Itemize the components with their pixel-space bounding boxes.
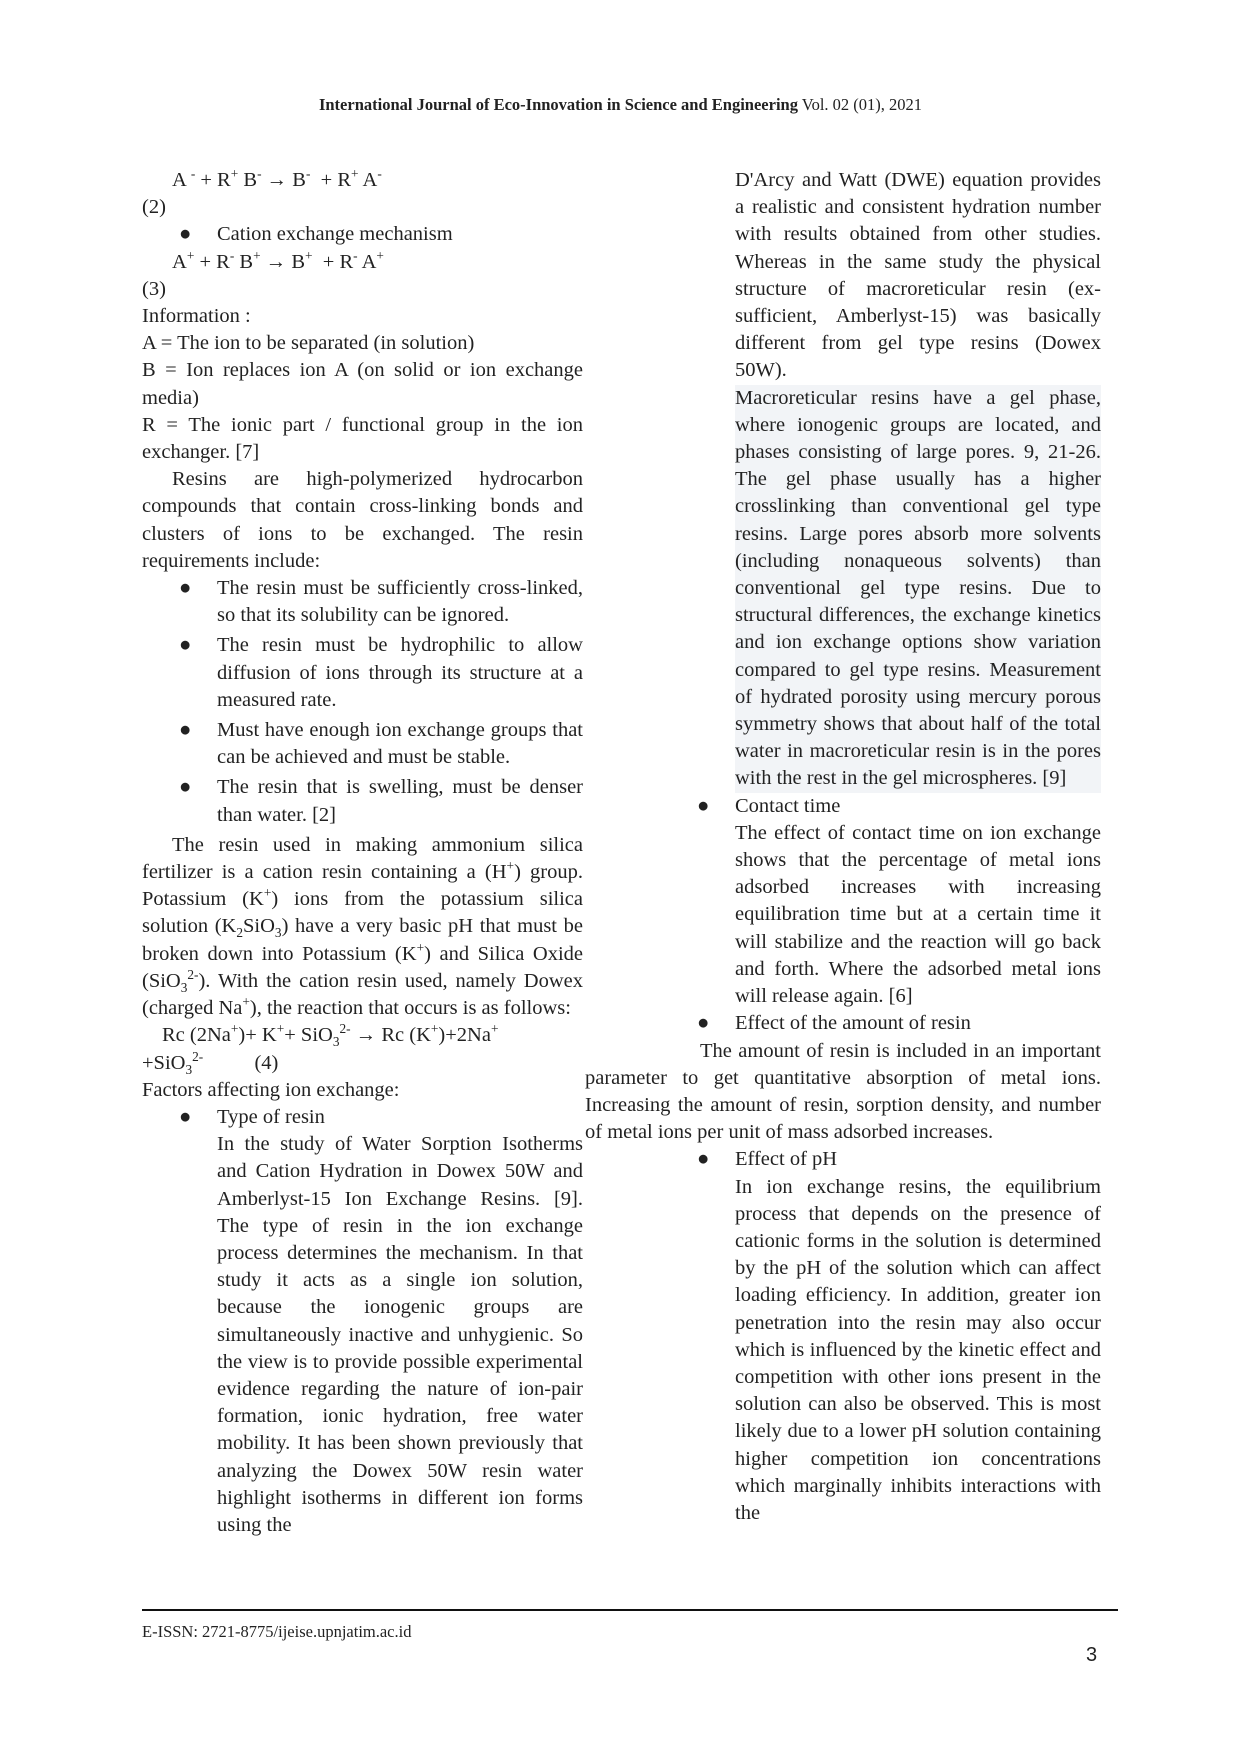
resin-used-paragraph: The resin used in making ammonium silica fertilizer is a cation resin containing a (H+) group. Potassium (K+) ions from the potassium silica solution $(K_2SiO_3)$ have a very basic pH that must be broken down into Potassium (K+) and Silica Oxide (SiO$_3^{2-}$). With the cation resin used, namely Dowex (charged Na+), the reaction that occurs is as follows: <box>142 833 583 1020</box>
bullet-icon: ● <box>179 223 192 246</box>
contact-time-bullet <box>660 793 1101 1011</box>
bullet-icon: ● <box>697 794 710 817</box>
left-column <box>142 167 583 1539</box>
bullet-icon: ● <box>179 634 192 657</box>
requirement-item <box>142 632 583 714</box>
cation-bullet-text: Cation exchange mechanism <box>217 223 453 246</box>
amount-bullet-label: Effect of the amount of resin <box>735 1012 971 1035</box>
requirement-text: The resin must be sufficiently cross-linked, so that its solubility can be ignored. <box>217 577 583 627</box>
info-b: B = Ion replaces ion A (on solid or ion exchange media) <box>142 359 583 409</box>
info-r: R = The ionic part / functional group in the ion exchanger. [7] <box>142 413 583 464</box>
requirement-item <box>142 774 583 828</box>
journal-title: International Journal of Eco-Innovation in Science and Engineering <box>318 95 798 114</box>
equation-2: A - + R+ B- → B- + R+ A- <box>172 166 382 191</box>
bullet-icon: ● <box>179 719 192 742</box>
factors-heading: Factors affecting ion exchange: <box>142 1078 400 1101</box>
info-label: Information : <box>142 305 251 328</box>
bullet-icon: ● <box>179 776 192 799</box>
equation-2-number: (2) <box>142 196 166 219</box>
amount-bullet <box>660 1010 1101 1037</box>
bullet-icon: ● <box>697 1148 710 1171</box>
page-number: 3 <box>1086 1644 1098 1666</box>
equation-4-number: (4) <box>254 1051 279 1074</box>
requirement-text: The resin that is swelling, must be denser than water. [2] <box>217 776 583 826</box>
running-header <box>0 95 1241 115</box>
equation-4-line2: +SiO$_3^{2-}$ (4) <box>142 1048 279 1077</box>
amount-paragraph: The amount of resin is included in an important parameter to get quantitative absorption of metal ions. Increasing the amount of resin, sorption density, and number of metal ions per unit of mass adsorbed increases. <box>585 1039 1101 1144</box>
requirement-item <box>142 717 583 771</box>
cation-bullet <box>142 221 583 248</box>
equation-3-number: (3) <box>142 277 166 300</box>
right-column <box>585 167 1101 1527</box>
ph-bullet <box>660 1146 1101 1527</box>
equation-3: A+ + R- B+ → B+ + R- A+ <box>172 247 384 273</box>
journal-volume: Vol. 02 (01), 2021 <box>801 95 923 114</box>
equation-4: Rc (2Na+)+ K++ SiO$_3^{2-}$ → Rc (K+)+2Na+ <box>162 1021 499 1050</box>
requirement-text: Must have enough ion exchange groups that can be achieved and must be stable. <box>217 719 583 769</box>
ph-paragraph: In ion exchange resins, the equilibrium process that depends on the presence of cationic forms in the solution is determined by the pH of the solution which can affect loading efficiency. In addition, greater ion penetration into the resin may also occur which is influenced by the kinetic effect and competition with other ions present in the solution can also be observed. This is most likely due to a lower pH solution containing higher competition ion concentrations which marginally inhibits interactions with the <box>735 1175 1101 1524</box>
type-paragraph: In the study of Water Sorption Isotherms and Cation Hydration in Dowex 50W and Amberlyst-15 Ion Exchange Resins. [9]. The type of resin in the ion exchange process determines the mechanism. In that study it acts as a single ion solution, because the ionogenic groups are simultaneously inactive and unhygienic. So the view is to provide possible experimental evidence regarding the nature of ion-pair formation, ionic hydration, free water mobility. It has been shown previously that analyzing the Dowex 50W resin water highlight isotherms in different ion forms using the <box>217 1133 583 1536</box>
macroreticular-paragraph: Macroreticular resins have a gel phase, where ionogenic groups are located, and phases consisting of large pores. 9, 21-26. The gel phase usually has a higher crosslinking than conventional gel type resins. Large pores absorb more solvents (including nonaqueous solvents) than conventional gel type resins. Due to structural differences, the exchange kinetics and ion exchange options show variation compared to gel type resins. Measurement of hydrated porosity using mercury porous symmetry shows that about half of the total water in macroreticular resin is in the pores with the rest in the gel microspheres. [9] <box>735 385 1101 793</box>
type-bullet-label: Type of resin <box>217 1105 325 1128</box>
info-a: A = The ion to be separated (in solution) <box>142 332 475 355</box>
type-bullet <box>142 1104 583 1539</box>
resins-paragraph: Resins are high-polymerized hydrocarbon compounds that contain cross-linking bonds and clusters of ions to be exchanged. The resin requirements include: <box>142 468 583 572</box>
contact-time-paragraph: The effect of contact time on ion exchange shows that the percentage of metal ions adsorbed increases with increasing equilibration time but at a certain time it will stabilize and the reaction will go back and forth. Where the adsorbed metal ions will release again. [6] <box>735 821 1101 1008</box>
requirement-item <box>142 575 583 629</box>
footer-divider <box>142 1609 1118 1611</box>
contact-time-label: Contact time <box>735 794 841 817</box>
bullet-icon: ● <box>179 577 192 600</box>
dwe-paragraph: D'Arcy and Watt (DWE) equation provides a realistic and consistent hydration number with results obtained from other studies. Whereas in the same study the physical structure of macroreticular resin (ex-sufficient, Amberlyst-15) was basically different from gel type resins (Dowex 50W). <box>735 169 1101 382</box>
requirement-text: The resin must be hydrophilic to allow diffusion of ions through its structure at a measured rate. <box>217 634 583 711</box>
footer-issn: E-ISSN: 2721-8775/ijeise.upnjatim.ac.id <box>142 1622 412 1641</box>
bullet-icon: ● <box>179 1105 192 1128</box>
ph-bullet-label: Effect of pH <box>735 1148 838 1171</box>
bullet-icon: ● <box>697 1012 710 1035</box>
